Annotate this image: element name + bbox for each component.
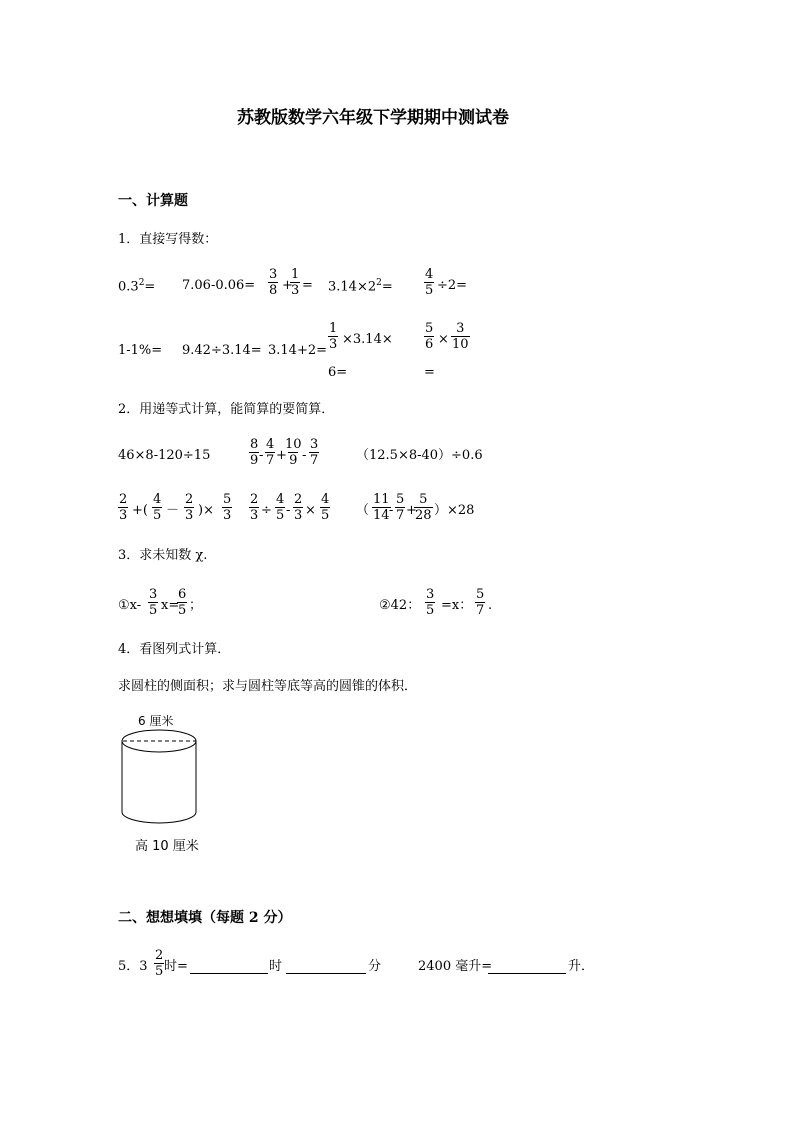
q2-item-c: （12.5×8-40）÷0.6	[356, 448, 483, 463]
question-4-description: 求圆柱的侧面积；求与圆柱等底等高的圆锥的体积．	[118, 679, 418, 694]
question-2-label: 2．用递等式计算，能简算的要简算．	[118, 402, 335, 417]
section-heading-fill: 二、想想填填（每题 2 分）	[118, 910, 292, 926]
question-4-label: 4．看图列式计算．	[118, 642, 231, 657]
fraction: $\frac{1}{3}$	[329, 321, 338, 352]
fraction: $\frac{2}{3}$	[119, 492, 128, 523]
fraction: $\frac{8}{9}$	[250, 437, 259, 468]
q1-item-f: 1-1%=	[118, 343, 163, 358]
fraction: $\frac{2}{3}$	[185, 492, 194, 523]
fraction: $\frac{5}{7}$	[396, 492, 405, 523]
cylinder-figure	[115, 722, 205, 830]
fraction: $\frac{4}{7}$	[266, 437, 275, 468]
question-1-label: 1．直接写得数：	[118, 232, 218, 247]
q1-item-h: 3.14+2=	[268, 343, 328, 358]
fraction: $\frac{3}{5}$	[426, 587, 435, 618]
fraction: $\frac{11}{14}$	[373, 492, 390, 523]
q1-item-b: 7.06-0.06=	[182, 278, 256, 293]
q1-item-a: $0.3^2=$	[118, 278, 156, 295]
fraction: $\frac{3}{8}$	[269, 267, 278, 298]
answer-blank-hours[interactable]	[190, 973, 268, 974]
question-3-label: 3．求未知数 χ.	[118, 548, 208, 563]
q1-item-d: $3.14\times 2^2=$	[328, 278, 393, 295]
fraction: $\frac{4}{5}$	[321, 492, 330, 523]
section-heading-calc: 一、计算题	[118, 193, 188, 209]
q1-item-g: 9.42÷3.14=	[182, 343, 262, 358]
fraction: $\frac{5}{28}$	[415, 492, 432, 523]
fraction: $\frac{4}{5}$	[153, 492, 162, 523]
fraction: $\frac{2}{3}$	[294, 492, 303, 523]
fraction: $\frac{10}{9}$	[285, 437, 302, 468]
fraction: $\frac{4}{5}$	[276, 492, 285, 523]
fraction: $\frac{3}{5}$	[149, 587, 158, 618]
cylinder-diameter-label: 6 厘米	[138, 714, 174, 728]
fraction: $\frac{3}{7}$	[310, 437, 319, 468]
fraction: $\frac{3}{10}$	[452, 321, 469, 352]
fraction: $\frac{4}{5}$	[425, 267, 434, 298]
fraction: $\frac{1}{3}$	[291, 267, 300, 298]
page-title: 苏教版数学六年级下学期期中测试卷	[237, 108, 509, 128]
cylinder-height-label: 高 10 厘米	[135, 839, 199, 854]
fraction: $\frac{2}{3}$	[250, 492, 259, 523]
q2-item-a: 46×8-120÷15	[118, 448, 211, 463]
fraction: $\frac{6}{5}$	[178, 587, 187, 618]
fraction: $\frac{5}{7}$	[476, 587, 485, 618]
answer-blank-minutes[interactable]	[286, 973, 366, 974]
fraction: $\frac{5}{3}$	[223, 492, 232, 523]
fraction: $\frac{5}{6}$	[425, 321, 434, 352]
answer-blank-liters[interactable]	[488, 973, 566, 974]
fraction: $\frac{2}{5}$	[155, 948, 164, 979]
